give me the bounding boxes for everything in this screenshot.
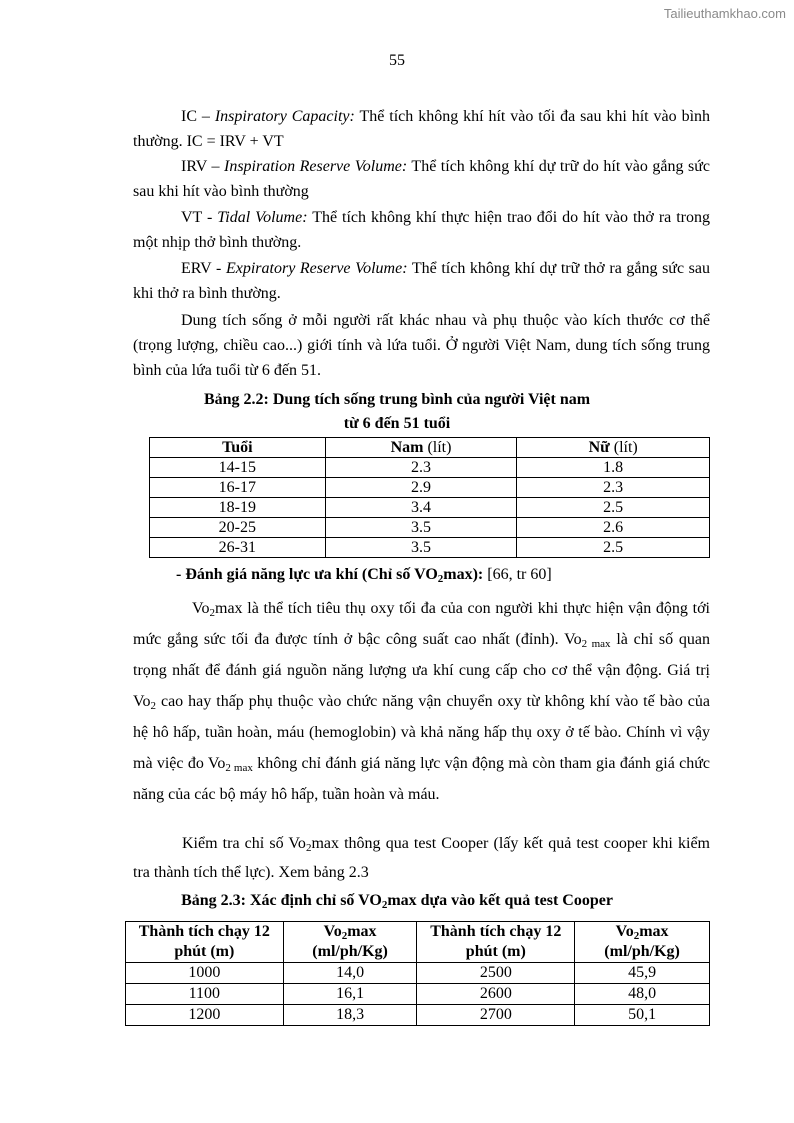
cell: 20-25	[150, 518, 326, 538]
definition-irv: IRV – Inspiration Reserve Volume: Thể tích không khí dự trữ do hít vào gắng sức sau khi hít vào bình thường	[133, 158, 711, 200]
cell: 14,0	[283, 963, 417, 984]
header-vo2max: $Vo_2\max$ (ml/ph/Kg)	[283, 922, 417, 963]
cell: 2.5	[517, 498, 710, 518]
definition-vt: VT - Tidal Volume: Thể tích không khí thực hiện trao đổi do hít vào thở ra trong một nhịp thở bình thường.	[133, 209, 710, 251]
cell: 48,0	[575, 984, 710, 1005]
table-header-row	[150, 438, 710, 458]
header-run-distance: Thành tích chạy 12 phút (m)	[126, 922, 284, 963]
vo2max-paragraph: $Vo_2\max$ là thể tích tiêu thụ oxy tối đa của con người khi thực hiện vận động tới mức gắng sức tối đa được tính ở bậc công suất cao nhất (đỉnh). $Vo_{2 max}$ là chỉ số quan trọng nhất để đánh giá nguồn năng lượng ưa khí cung cấp cho cơ thể vận động. Giá trị $Vo_2$ cao hay thấp phụ thuộc vào chức năng vận chuyển oxy từ không khí vào tế bào của hệ hô hấp, tuần hoàn, máu (hemoglobin) và khả năng hấp thụ oxy ở tế bào. Chính vì vậy mà việc đo $Vo_{2 max}$ không chỉ đánh giá năng lực vận động mà còn tham gia đánh giá chức năng của các bộ máy hô hấp, tuần hoàn và máu.	[133, 600, 711, 803]
table-header-row	[126, 922, 710, 963]
definition-abbr: ERV	[181, 260, 212, 277]
cooper-vo2max-table	[125, 921, 710, 1026]
table-2-3-caption: Bảng 2.3: Xác định chỉ số $VO_2\max$ dựa vào kết quả test Cooper	[181, 892, 613, 911]
cell: 1200	[126, 1005, 284, 1026]
table-row	[150, 538, 710, 558]
cell: 2.9	[325, 478, 517, 498]
page-number: 55	[389, 52, 405, 69]
cell: 1100	[126, 984, 284, 1005]
table-row	[126, 984, 710, 1005]
table-row	[150, 498, 710, 518]
definition-text: Thể tích không khí dự trữ do hít vào gắng sức sau khi hít vào bình thường	[133, 158, 711, 200]
vital-capacity-table	[149, 437, 710, 558]
cell: 3.5	[325, 518, 517, 538]
reference: [66, tr 60]	[483, 566, 552, 583]
cell: 2.5	[517, 538, 710, 558]
header-female: Nữ (lít)	[517, 438, 710, 458]
cooper-paragraph: Kiểm tra chỉ số $Vo_2\max$ thông qua test Cooper (lấy kết quả test cooper khi kiểm tra thành tích thể lực). Xem bảng 2.3	[133, 835, 711, 881]
definition-term: Expiratory Reserve Volume:	[225, 260, 408, 277]
definition-abbr: IC	[181, 108, 197, 125]
cell: 3.4	[325, 498, 517, 518]
definition-term: Inspiration Reserve Volume:	[224, 158, 408, 175]
cell: 45,9	[575, 963, 710, 984]
definition-term: Inspiratory Capacity:	[214, 108, 355, 125]
definition-abbr: VT	[181, 209, 203, 226]
table-2-2-caption	[0, 388, 794, 436]
table-row	[126, 963, 710, 984]
cell: 2.3	[517, 478, 710, 498]
cell: 3.5	[325, 538, 517, 558]
cell: 1000	[126, 963, 284, 984]
definition-text: Thể tích không khí hít vào tối đa sau khi hít vào bình thường. IC = IRV + VT	[133, 108, 711, 150]
header-vo2max: $Vo_2\max$ (ml/ph/Kg)	[575, 922, 710, 963]
cell: 16,1	[283, 984, 417, 1005]
cell: 2700	[417, 1005, 575, 1026]
cell: 2500	[417, 963, 575, 984]
cell: 2600	[417, 984, 575, 1005]
definition-erv: ERV - Expiratory Reserve Volume: Thể tích không khí dự trữ thở ra gắng sức sau khi thở ra bình thường.	[133, 260, 711, 302]
caption-line-1: Bảng 2.2: Dung tích sống trung bình của người Việt nam	[203, 391, 591, 408]
caption-line-2: từ 6 đến 51 tuổi	[343, 415, 451, 432]
cell: 2.6	[517, 518, 710, 538]
definition-abbr: IRV	[181, 158, 207, 175]
definition-text: Thể tích không khí thực hiện trao đổi do hít vào thở ra trong một nhịp thở bình thường.	[133, 209, 710, 251]
table-row	[126, 1005, 710, 1026]
cell: 18,3	[283, 1005, 417, 1026]
header-run-distance: Thành tích chạy 12 phút (m)	[417, 922, 575, 963]
watermark: Tailieuthamkhao.com	[663, 6, 786, 21]
cell: 2.3	[325, 458, 517, 478]
definition-term: Tidal Volume:	[217, 209, 308, 226]
vital-capacity-paragraph: Dung tích sống ở mỗi người rất khác nhau và phụ thuộc vào kích thước cơ thể (trọng lượng, chiều cao...) giới tính và lứa tuổi. Ở người Việt Nam, dung tích sống trung bình của lứa tuổi từ 6 đến 51.	[133, 312, 710, 379]
definition-text: Thể tích không khí dự trữ thở ra gắng sức sau khi thở ra bình thường.	[133, 260, 711, 302]
section-heading-vo2max: - Đánh giá năng lực ưa khí (Chỉ số $VO_2\max$): [66, tr 60]	[176, 566, 552, 585]
table-row	[150, 478, 710, 498]
table-row	[150, 458, 710, 478]
cell: 50,1	[575, 1005, 710, 1026]
header-age: Tuổi	[150, 438, 326, 458]
definition-ic: IC – Inspiratory Capacity: Thể tích không khí hít vào tối đa sau khi hít vào bình thường. IC = IRV + VT	[133, 108, 711, 150]
header-male: Nam (lít)	[325, 438, 517, 458]
cell: 18-19	[150, 498, 326, 518]
cell: 1.8	[517, 458, 710, 478]
cell: 26-31	[150, 538, 326, 558]
cell: 16-17	[150, 478, 326, 498]
table-row	[150, 518, 710, 538]
cell: 14-15	[150, 458, 326, 478]
